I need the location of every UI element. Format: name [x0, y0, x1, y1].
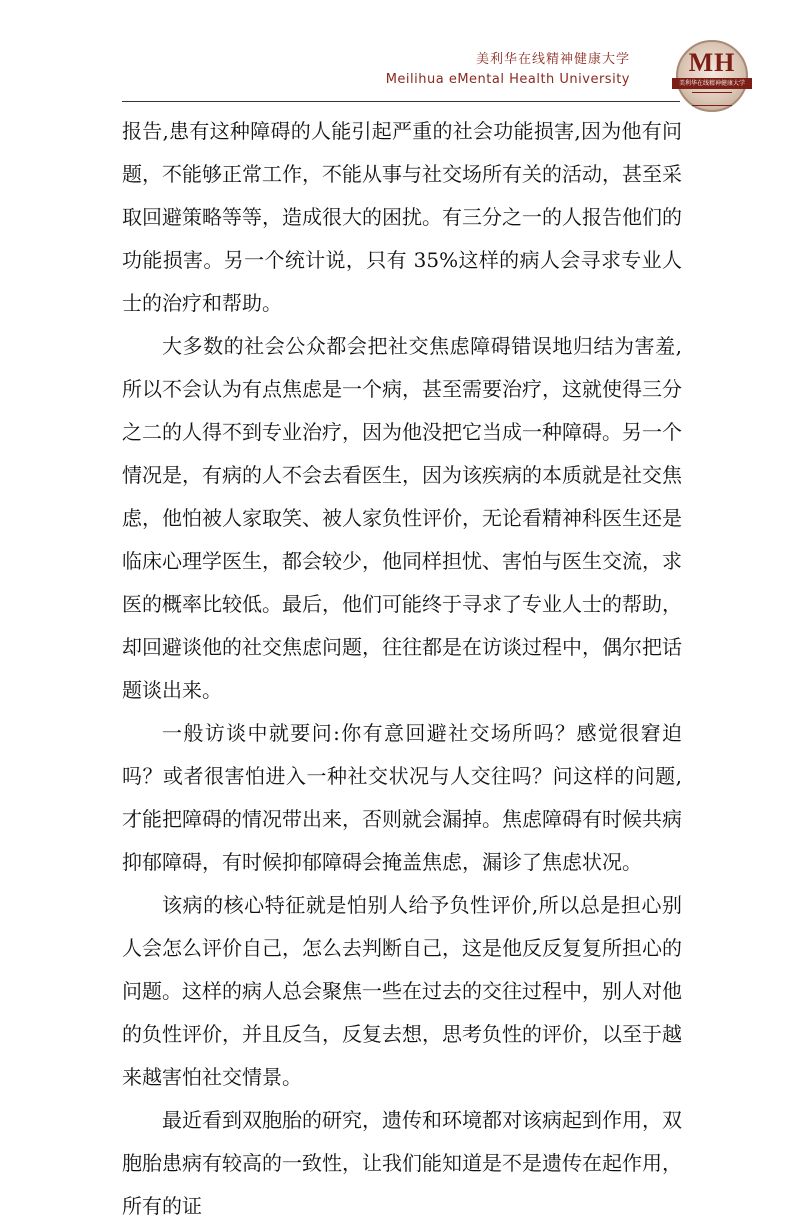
paragraph-2: 大多数的社会公众都会把社交焦虑障碍错误地归结为害羞,所以不会认为有点焦虑是一个病，甚至需要治疗，这就使得三分之二的人得不到专业治疗，因为他没把它当成一种障碍。另一个情况是，有病的人不会去看医生，因为该疾病的本质就是社交焦虑，他怕被人家取笑、被人家负性评价，无论看精神科医生还是临床心理学医生，都会较少，他同样担忧、害怕与医生交流，求医的概率比较低。最后，他们可能终于寻求了专业人士的帮助，却回避谈他的社交焦虑问题，往往都是在访谈过程中，偶尔把话题谈出来。 — [122, 334, 682, 702]
logo-emblem-lines — [692, 92, 732, 106]
page-header — [0, 0, 800, 104]
logo-letters: MH — [688, 48, 736, 77]
university-name-cn: 美利华在线精神健康大学 — [475, 52, 630, 67]
paragraph-1: 报告,患有这种障碍的人能引起严重的社会功能损害,因为他有问题，不能够正常工作，不能从事与社交场所有关的活动，甚至采取回避策略等等，造成很大的困扰。有三分之一的人报告他们的功能损害。另一个统计说，只有 35%这样的病人会寻求专业人士的治疗和帮助。 — [122, 119, 682, 315]
university-logo — [676, 40, 748, 112]
university-name-en: Meilihua eMental Health University — [385, 72, 630, 87]
paragraph-4: 该病的核心特征就是怕别人给予负性评价,所以总是担心别人会怎么评价自己，怎么去判断自己，这是他反反复复所担心的问题。这样的病人总会聚焦一些在过去的交往过程中，别人对他的负性评价，并且反刍，反复去想，思考负性的评价，以至于越来越害怕社交情景。 — [122, 893, 682, 1089]
paragraph-5: 最近看到双胞胎的研究，遗传和环境都对该病起到作用，双胞胎患病有较高的一致性，让我们能知道是不是遗传在起作用，所有的证 — [122, 1108, 682, 1218]
logo-ribbon: 美利华在线精神健康大学 — [672, 78, 752, 89]
university-name-block — [386, 50, 630, 90]
header-divider — [122, 101, 680, 102]
document-body — [122, 110, 682, 1228]
paragraph-3: 一般访谈中就要问:你有意回避社交场所吗？感觉很窘迫吗？或者很害怕进入一种社交状况与人交往吗？问这样的问题,才能把障碍的情况带出来，否则就会漏掉。焦虑障碍有时候共病抑郁障碍，有时候抑郁障碍会掩盖焦虑，漏诊了焦虑状况。 — [122, 721, 682, 874]
